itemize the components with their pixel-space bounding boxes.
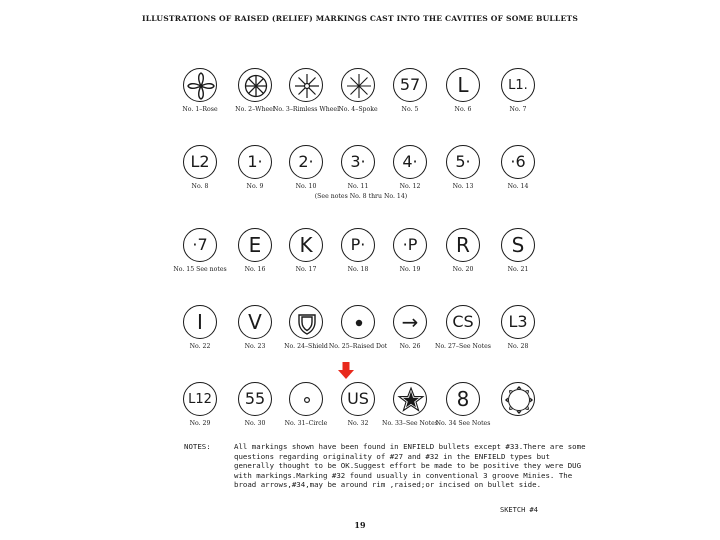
notes-label: NOTES: [184,442,211,451]
marking-caption: No. 18 [347,266,369,273]
marking-text: 57 [399,75,421,94]
marking-circle [341,68,375,102]
marking-circle [289,145,323,179]
marking-circle [393,145,427,179]
marking-circle [341,228,375,262]
marking-caption: No. 17 [295,266,317,273]
marking-caption: No. 20 [452,266,474,273]
marking-circle [183,68,217,102]
marking-caption: No. 27–See Notes [435,343,491,350]
sketch-label: SKETCH #4 [500,506,538,514]
marking-circle [289,68,323,102]
marking-circle [446,145,480,179]
marking-caption: No. 26 [399,343,421,350]
marking-text: ·P [402,235,418,254]
marking-circle [341,145,375,179]
rose-icon [184,69,217,102]
row-note: (See notes No. 8 thru No. 14) [314,193,408,200]
marking-text: 5· [455,152,471,171]
marking-circle [289,305,323,339]
marking-text: ·6 [510,152,526,171]
marking-caption: No. 31–Circle [284,420,328,427]
marking-caption: No. 23 [244,343,266,350]
marking-text: CS [452,312,474,331]
marking-circle [183,382,217,416]
marking-text: L12 [188,391,212,407]
marking-caption: No. 16 [244,266,266,273]
marking-caption: No. 5 [401,106,419,113]
marking-caption: No. 22 [189,343,211,350]
marking-caption: No. 28 [507,343,529,350]
marking-caption: No. 34 See Notes [435,420,491,427]
marking-circle [238,145,272,179]
marking-caption: No. 21 [507,266,529,273]
marking-caption: No. 2–Wheel [235,106,275,113]
marking-circle [446,305,480,339]
marking-text: S [511,233,525,257]
marking-caption: No. 1–Rose [182,106,218,113]
marking-caption: No. 4–Spoke [338,106,378,113]
marking-circle [341,382,375,416]
marking-text: V [248,310,262,334]
marking-caption: No. 14 [507,183,529,190]
marking-caption: No. 12 [399,183,421,190]
marking-caption: No. 33–See Notes [382,420,438,427]
marking-caption: No. 19 [399,266,421,273]
marking-circle [501,228,535,262]
rimless-wheel-icon [290,69,323,102]
marking-caption: No. 10 [295,183,317,190]
marking-circle [501,305,535,339]
marking-caption: No. 25–Raised Dot [328,343,388,350]
marking-circle [446,228,480,262]
broad-arrows-rim-icon [502,383,535,416]
marking-text: K [299,233,313,257]
marking-circle [238,382,272,416]
marking-circle [289,228,323,262]
marking-caption: No. 6 [454,106,472,113]
wheel-icon [239,69,272,102]
marking-text: L [457,73,469,97]
marking-circle [183,305,217,339]
marking-circle [501,382,535,416]
marking-circle [341,305,375,339]
marking-caption: No. 24–Shield [284,343,328,350]
page-title: ILLUSTRATIONS OF RAISED (RELIEF) MARKINGS CAST INTO THE CAVITIES OF SOME BULLETS [141,14,578,23]
raised-dot-icon [342,306,375,339]
marking-circle [393,68,427,102]
marking-text: 55 [244,389,266,408]
marking-caption: No. 9 [246,183,264,190]
marking-circle [183,145,217,179]
marking-text: → [401,310,419,334]
marking-circle [289,382,323,416]
small-circle-icon [290,383,323,416]
page-number: 19 [354,520,366,530]
marking-circle [446,68,480,102]
marking-caption: No. 13 [452,183,474,190]
marking-circle [446,382,480,416]
marking-text: 1· [247,152,263,171]
marking-text: 4· [402,152,418,171]
red-arrow-icon [338,362,354,380]
shield-icon [290,306,323,339]
marking-text: L3 [508,312,528,331]
marking-caption: No. 8 [191,183,209,190]
marking-text: L1. [508,77,528,93]
marking-text: P· [350,235,366,254]
marking-circle [238,228,272,262]
marking-circle [501,145,535,179]
marking-text: L2 [190,152,210,171]
marking-circle [393,228,427,262]
marking-circle [393,305,427,339]
notes-text: All markings shown have been found in ENFIELD bullets except #33.There are some questions regarding originality of #27 and #32 in the ENFIELD types but generally thought to be OK.Suggest effort be made to be positive they were DUG with markings.Marking #32 found usually in conventional 3 groove Minies. The broad arrows,#34,may be around rim ,raised;or incised on bullet side. [234,442,586,489]
marking-text: US [347,389,369,408]
marking-caption: No. 7 [509,106,527,113]
marking-caption: No. 32 [347,420,369,427]
marking-circle [501,68,535,102]
spoke-icon [342,69,375,102]
marking-text: 3· [350,152,366,171]
marking-caption: No. 3–Rimless Wheel [272,106,340,113]
marking-text: R [456,233,470,257]
marking-caption: No. 15 See notes [173,266,227,273]
marking-caption: No. 11 [347,183,369,190]
marking-text: 2· [298,152,314,171]
marking-text: I [197,310,203,334]
marking-caption: No. 30 [244,420,266,427]
marking-text: 8 [456,387,470,411]
marking-text: E [248,233,262,257]
marking-circle [238,68,272,102]
marking-circle [238,305,272,339]
marking-caption: No. 29 [189,420,211,427]
marking-circle [393,382,427,416]
marking-circle [183,228,217,262]
marking-text: ·7 [192,235,208,254]
star-icon [394,383,427,416]
